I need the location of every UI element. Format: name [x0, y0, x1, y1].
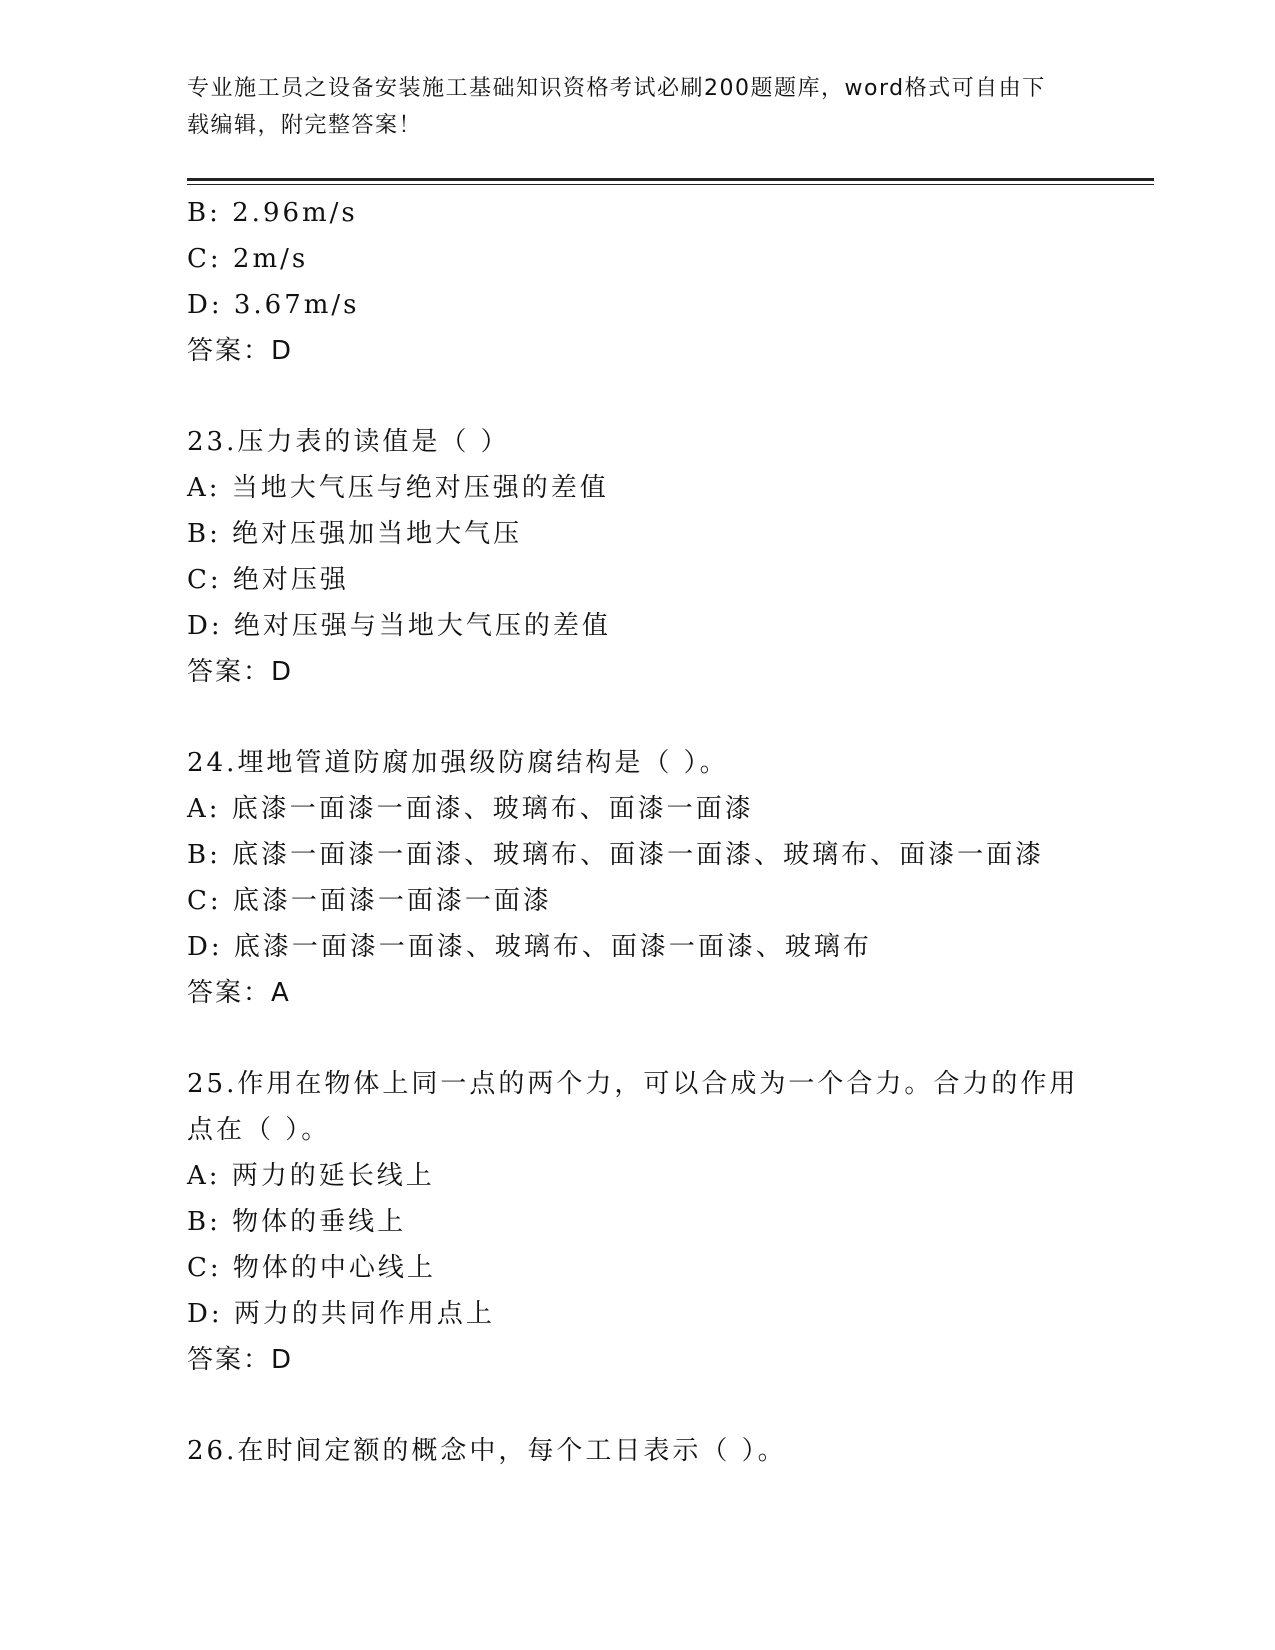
option-c: C: 2m/s	[187, 244, 309, 274]
question-text: 23.压力表的读值是（ ）	[187, 427, 510, 457]
option-b: B: 物体的垂线上	[187, 1207, 407, 1237]
question-text: 25.作用在物体上同一点的两个力，可以合成为一个合力。合力的作用	[187, 1069, 1079, 1099]
question-text: 26.在时间定额的概念中，每个工日表示（ ）。	[187, 1436, 787, 1466]
header-divider	[187, 178, 1154, 181]
question-list	[187, 190, 1087, 1474]
document-header: 专业施工员之设备安装施工基础知识资格考试必刷200题题库，word格式可自由下载编辑，附完整答案！	[187, 76, 1046, 138]
question-26	[187, 1428, 1087, 1474]
question-23	[187, 419, 1087, 695]
option-d: D: 3.67m/s	[187, 290, 360, 320]
option-a: A: 两力的延长线上	[187, 1161, 435, 1191]
option-c: C: 绝对压强	[187, 565, 349, 595]
spacer	[187, 1383, 1087, 1428]
option-d: D: 两力的共同作用点上	[187, 1299, 495, 1329]
spacer	[187, 374, 1087, 419]
spacer	[187, 1016, 1087, 1061]
answer-line: 答案：D	[187, 1345, 294, 1375]
option-b: B: 2.96m/s	[187, 198, 358, 228]
option-d: D: 底漆一面漆一面漆、玻璃布、面漆一面漆、玻璃布	[187, 932, 872, 962]
spacer	[187, 695, 1087, 740]
option-a: A: 当地大气压与绝对压强的差值	[187, 473, 609, 503]
option-d: D: 绝对压强与当地大气压的差值	[187, 611, 611, 641]
header-divider-thin	[187, 184, 1154, 185]
question-text: 24.埋地管道防腐加强级防腐结构是（ ）。	[187, 748, 729, 778]
option-c: C: 底漆一面漆一面漆一面漆	[187, 886, 552, 916]
option-b: B: 绝对压强加当地大气压	[187, 519, 523, 549]
answer-line: 答案：D	[187, 336, 294, 366]
option-a: A: 底漆一面漆一面漆、玻璃布、面漆一面漆	[187, 794, 754, 824]
question-text-continued: 点在（ ）。	[187, 1115, 331, 1145]
question-22-tail	[187, 190, 1087, 374]
question-24	[187, 740, 1087, 1016]
answer-line: 答案：A	[187, 978, 291, 1008]
question-25	[187, 1061, 1087, 1383]
option-c: C: 物体的中心线上	[187, 1253, 436, 1283]
option-b: B: 底漆一面漆一面漆、玻璃布、面漆一面漆、玻璃布、面漆一面漆	[187, 840, 1045, 870]
answer-line: 答案：D	[187, 657, 294, 687]
